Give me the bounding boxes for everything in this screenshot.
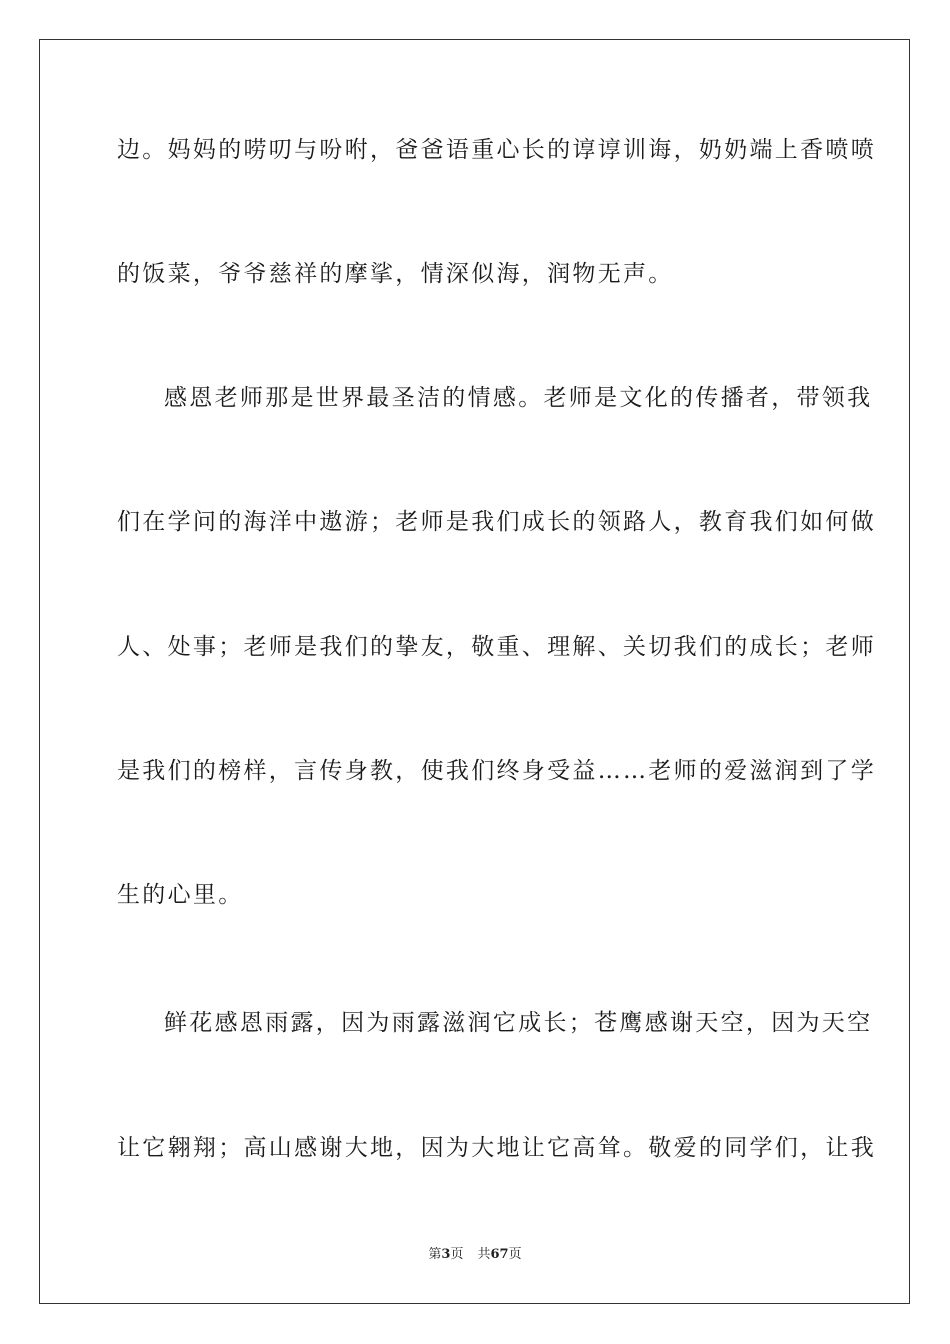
- total-page-count: 67: [490, 1247, 509, 1262]
- page-prefix: 第: [428, 1247, 442, 1262]
- body-text-line: 们在学问的海洋中遨游；老师是我们成长的领路人，教育我们如何做: [117, 509, 876, 535]
- page-border: [39, 39, 910, 1304]
- total-suffix: 页: [508, 1247, 522, 1262]
- body-text-line: 让它翱翔；高山感谢大地，因为大地让它高耸。敬爱的同学们，让我: [117, 1135, 876, 1161]
- body-text-line: 生的心里。: [117, 882, 244, 908]
- page-footer: [0, 1246, 950, 1264]
- total-prefix: 共: [477, 1247, 491, 1262]
- current-page-number: 3: [441, 1247, 451, 1262]
- body-text-line: 是我们的榜样，言传身教，使我们终身受益……老师的爱滋润到了学: [117, 758, 876, 784]
- body-text-line: 边。妈妈的唠叨与吩咐，爸爸语重心长的谆谆训诲，奶奶端上香喷喷: [117, 137, 876, 163]
- body-text-line: 人、处事；老师是我们的挚友，敬重、理解、关切我们的成长；老师: [117, 634, 876, 660]
- body-text-line: 的饭菜，爷爷慈祥的摩挲，情深似海，润物无声。: [117, 261, 674, 287]
- page-suffix: 页: [450, 1247, 464, 1262]
- paragraph-start-line: 感恩老师那是世界最圣洁的情感。老师是文化的传播者，带领我: [164, 385, 873, 411]
- paragraph-start-line: 鲜花感恩雨露，因为雨露滋润它成长；苍鹰感谢天空，因为天空: [164, 1010, 873, 1036]
